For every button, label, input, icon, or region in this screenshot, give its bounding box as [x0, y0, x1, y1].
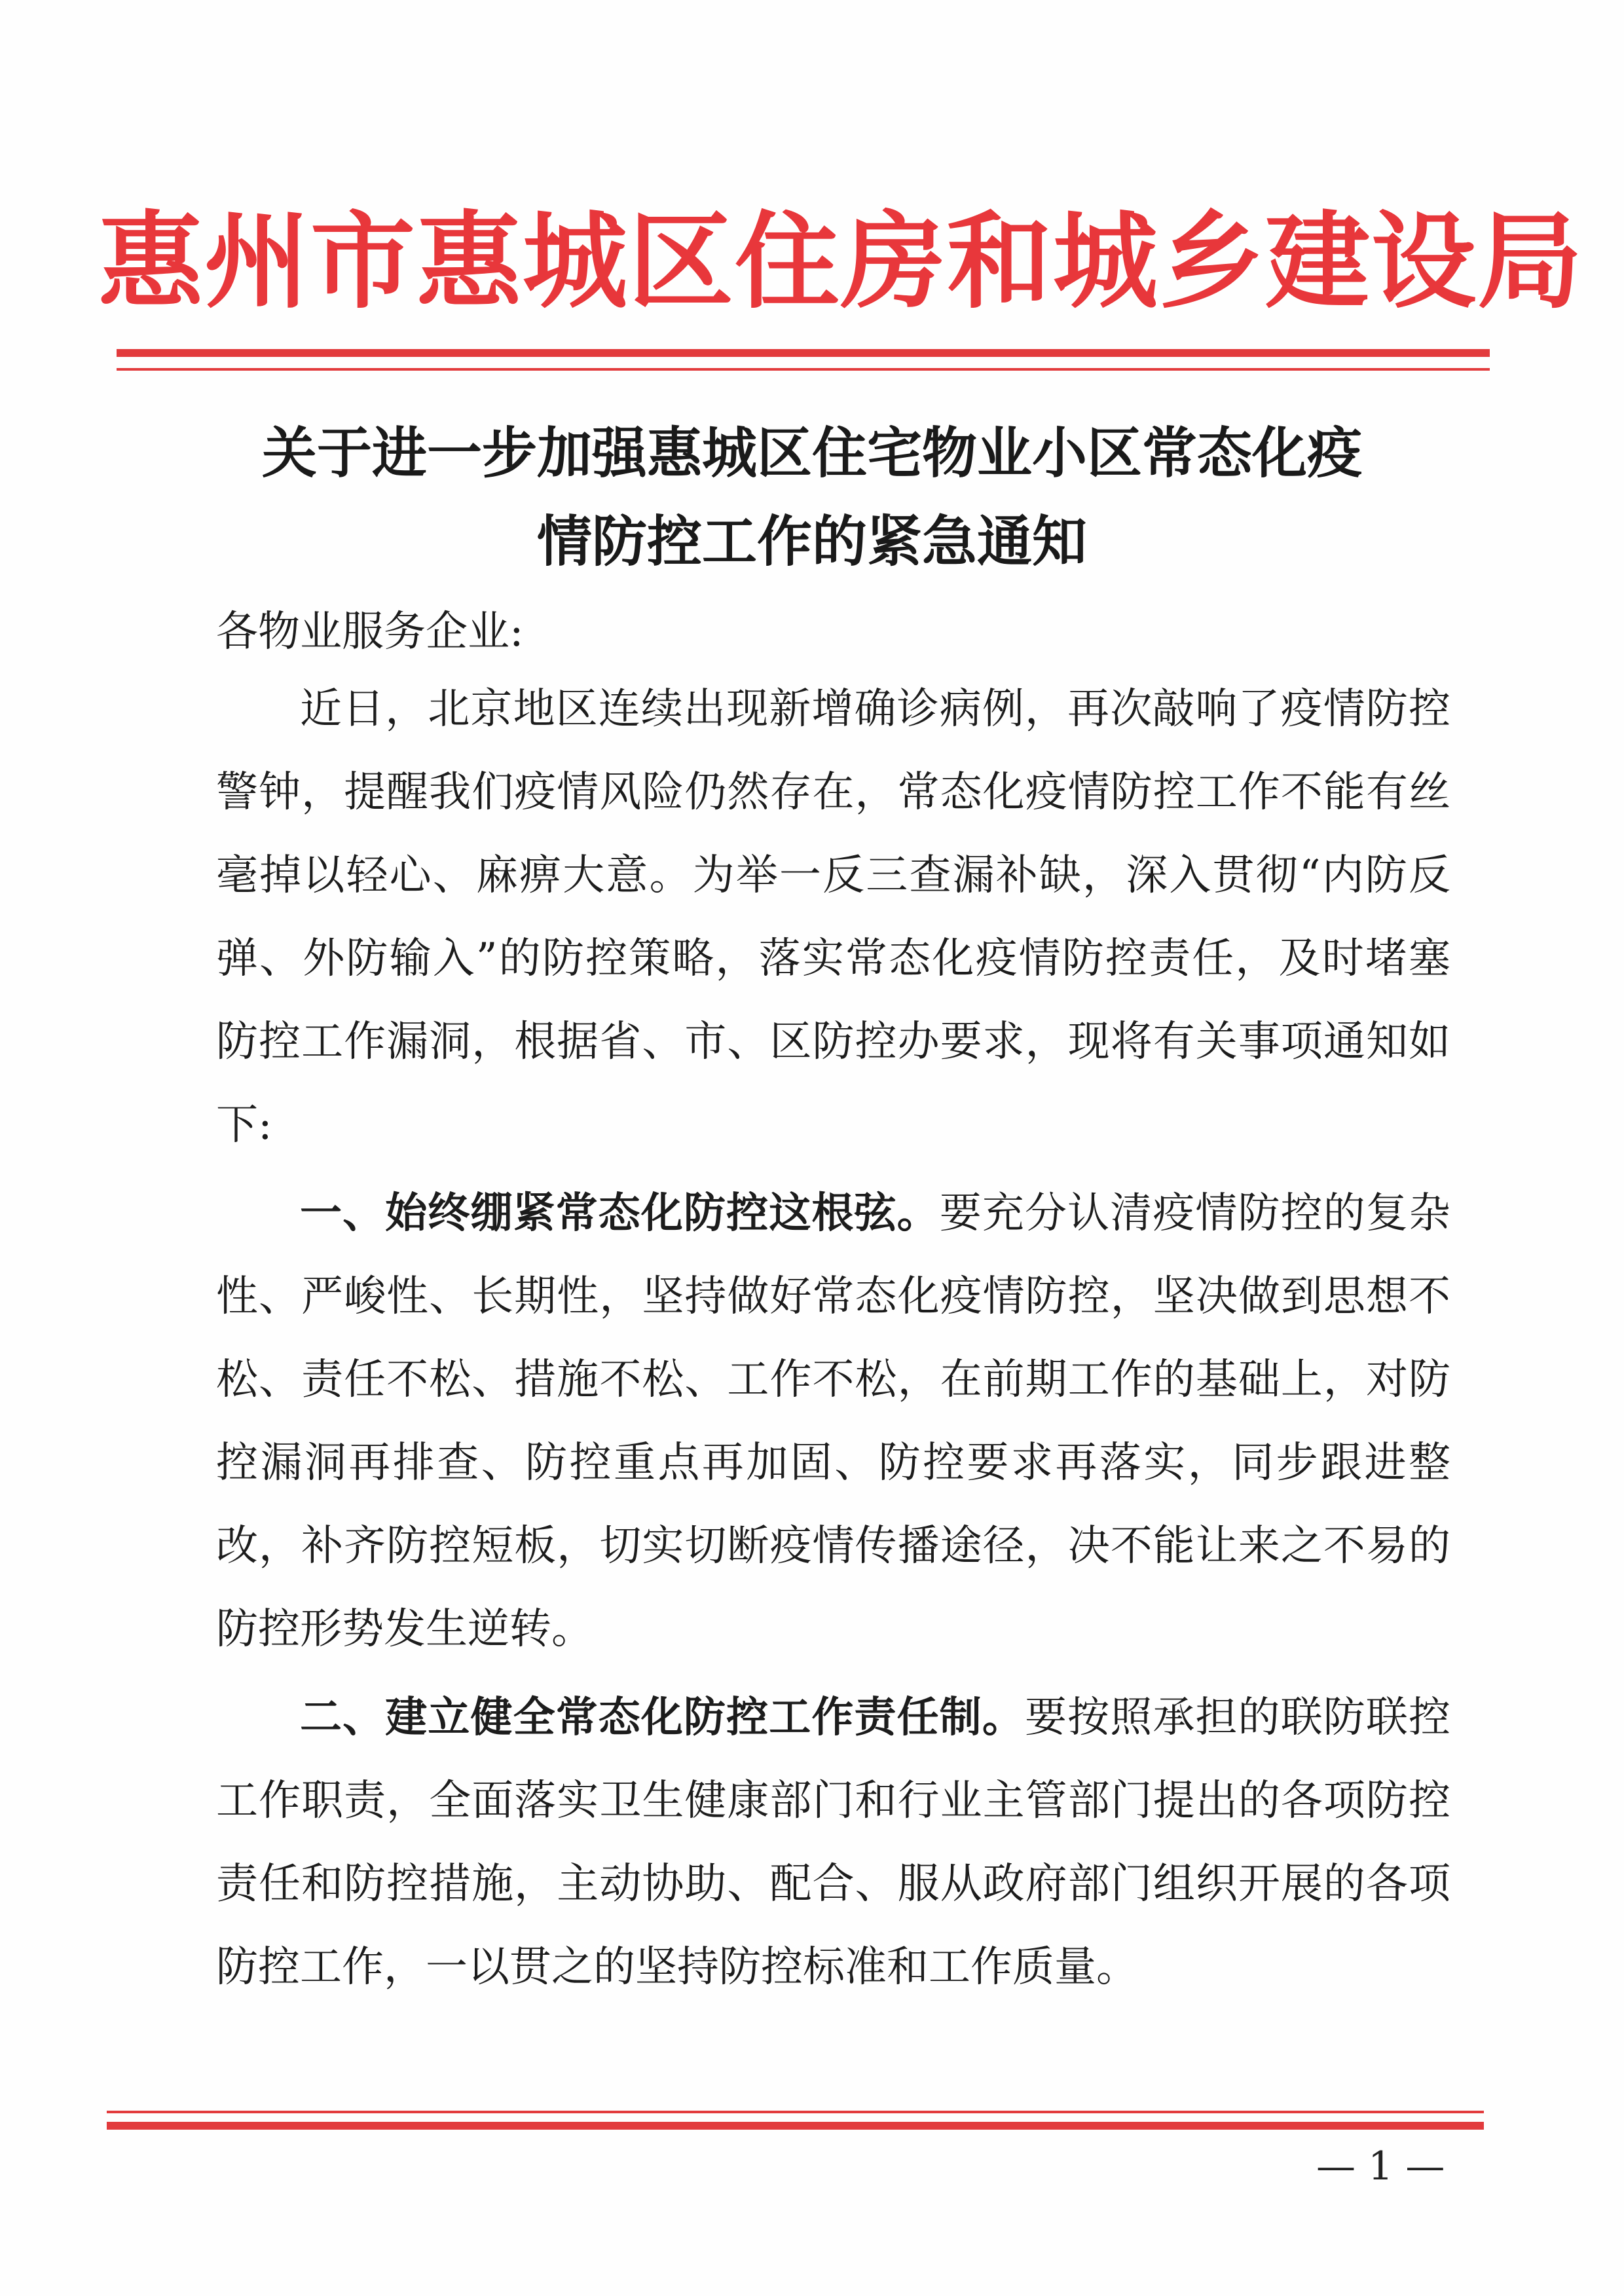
paragraph-intro-text: 近日，北京地区连续出现新增确诊病例，再次敲响了疫情防控警钟，提醒我们疫情风险仍然存在，常态化疫情防控工作不能有丝毫掉以轻心、麻痹大意。为举一反三查漏补缺，深入贯彻“内防反弹、外防输入”的防控策略，落实常态化疫情防控责任，及时堵塞防控工作漏洞，根据省、市、区防控办要求，现将有关事项通知如下: — [216, 685, 1450, 1149]
header-rule-thick — [117, 349, 1490, 357]
section-1-body: 要充分认清疫情防控的复杂性、严峻性、长期性，坚持做好常态化疫情防控，坚决做到思想不松、责任不松、措施不松、工作不松，在前期工作的基础上，对防控漏洞再排查、防控重点再加固、防控要求再落实，同步跟进整改，补齐防控短板，切实切断疫情传播途径，决不能让来之不易的防控形势发生逆转。 — [216, 1189, 1451, 1654]
section-1-heading: 一、始终绷紧常态化防控这根弦。 — [300, 1189, 940, 1238]
header-rule-thin — [117, 368, 1490, 371]
section-2-paragraph — [216, 1676, 1450, 2009]
document-title — [164, 409, 1460, 586]
footer-rule-thin — [107, 2111, 1484, 2113]
document-title-line-2: 情防控工作的紧急通知 — [536, 509, 1087, 574]
salutation: 各物业服务企业: — [216, 608, 524, 656]
footer-rule-thick — [107, 2122, 1484, 2130]
document-title-line-1: 关于进一步加强惠城区住宅物业小区常态化疫 — [261, 421, 1362, 485]
section-1-paragraph — [216, 1172, 1450, 1671]
section-2-body: 要按照承担的联防联控工作职责，全面落实卫生健康部门和行业主管部门提出的各项防控责任和防控措施，主动协助、配合、服从政府部门组织开展的各项防控工作，一以贯之的坚持防控标准和工作质量。 — [216, 1694, 1451, 1991]
section-2 — [216, 1676, 1450, 2009]
section-2-heading: 二、建立健全常态化防控工作责任制。 — [300, 1694, 1025, 1742]
paragraph-intro — [216, 668, 1450, 1167]
section-1 — [216, 1172, 1450, 1671]
issuer-header: 惠州市惠城区住房和城乡建设局 — [98, 200, 1584, 323]
page-number: — 1 — — [1316, 2143, 1445, 2189]
